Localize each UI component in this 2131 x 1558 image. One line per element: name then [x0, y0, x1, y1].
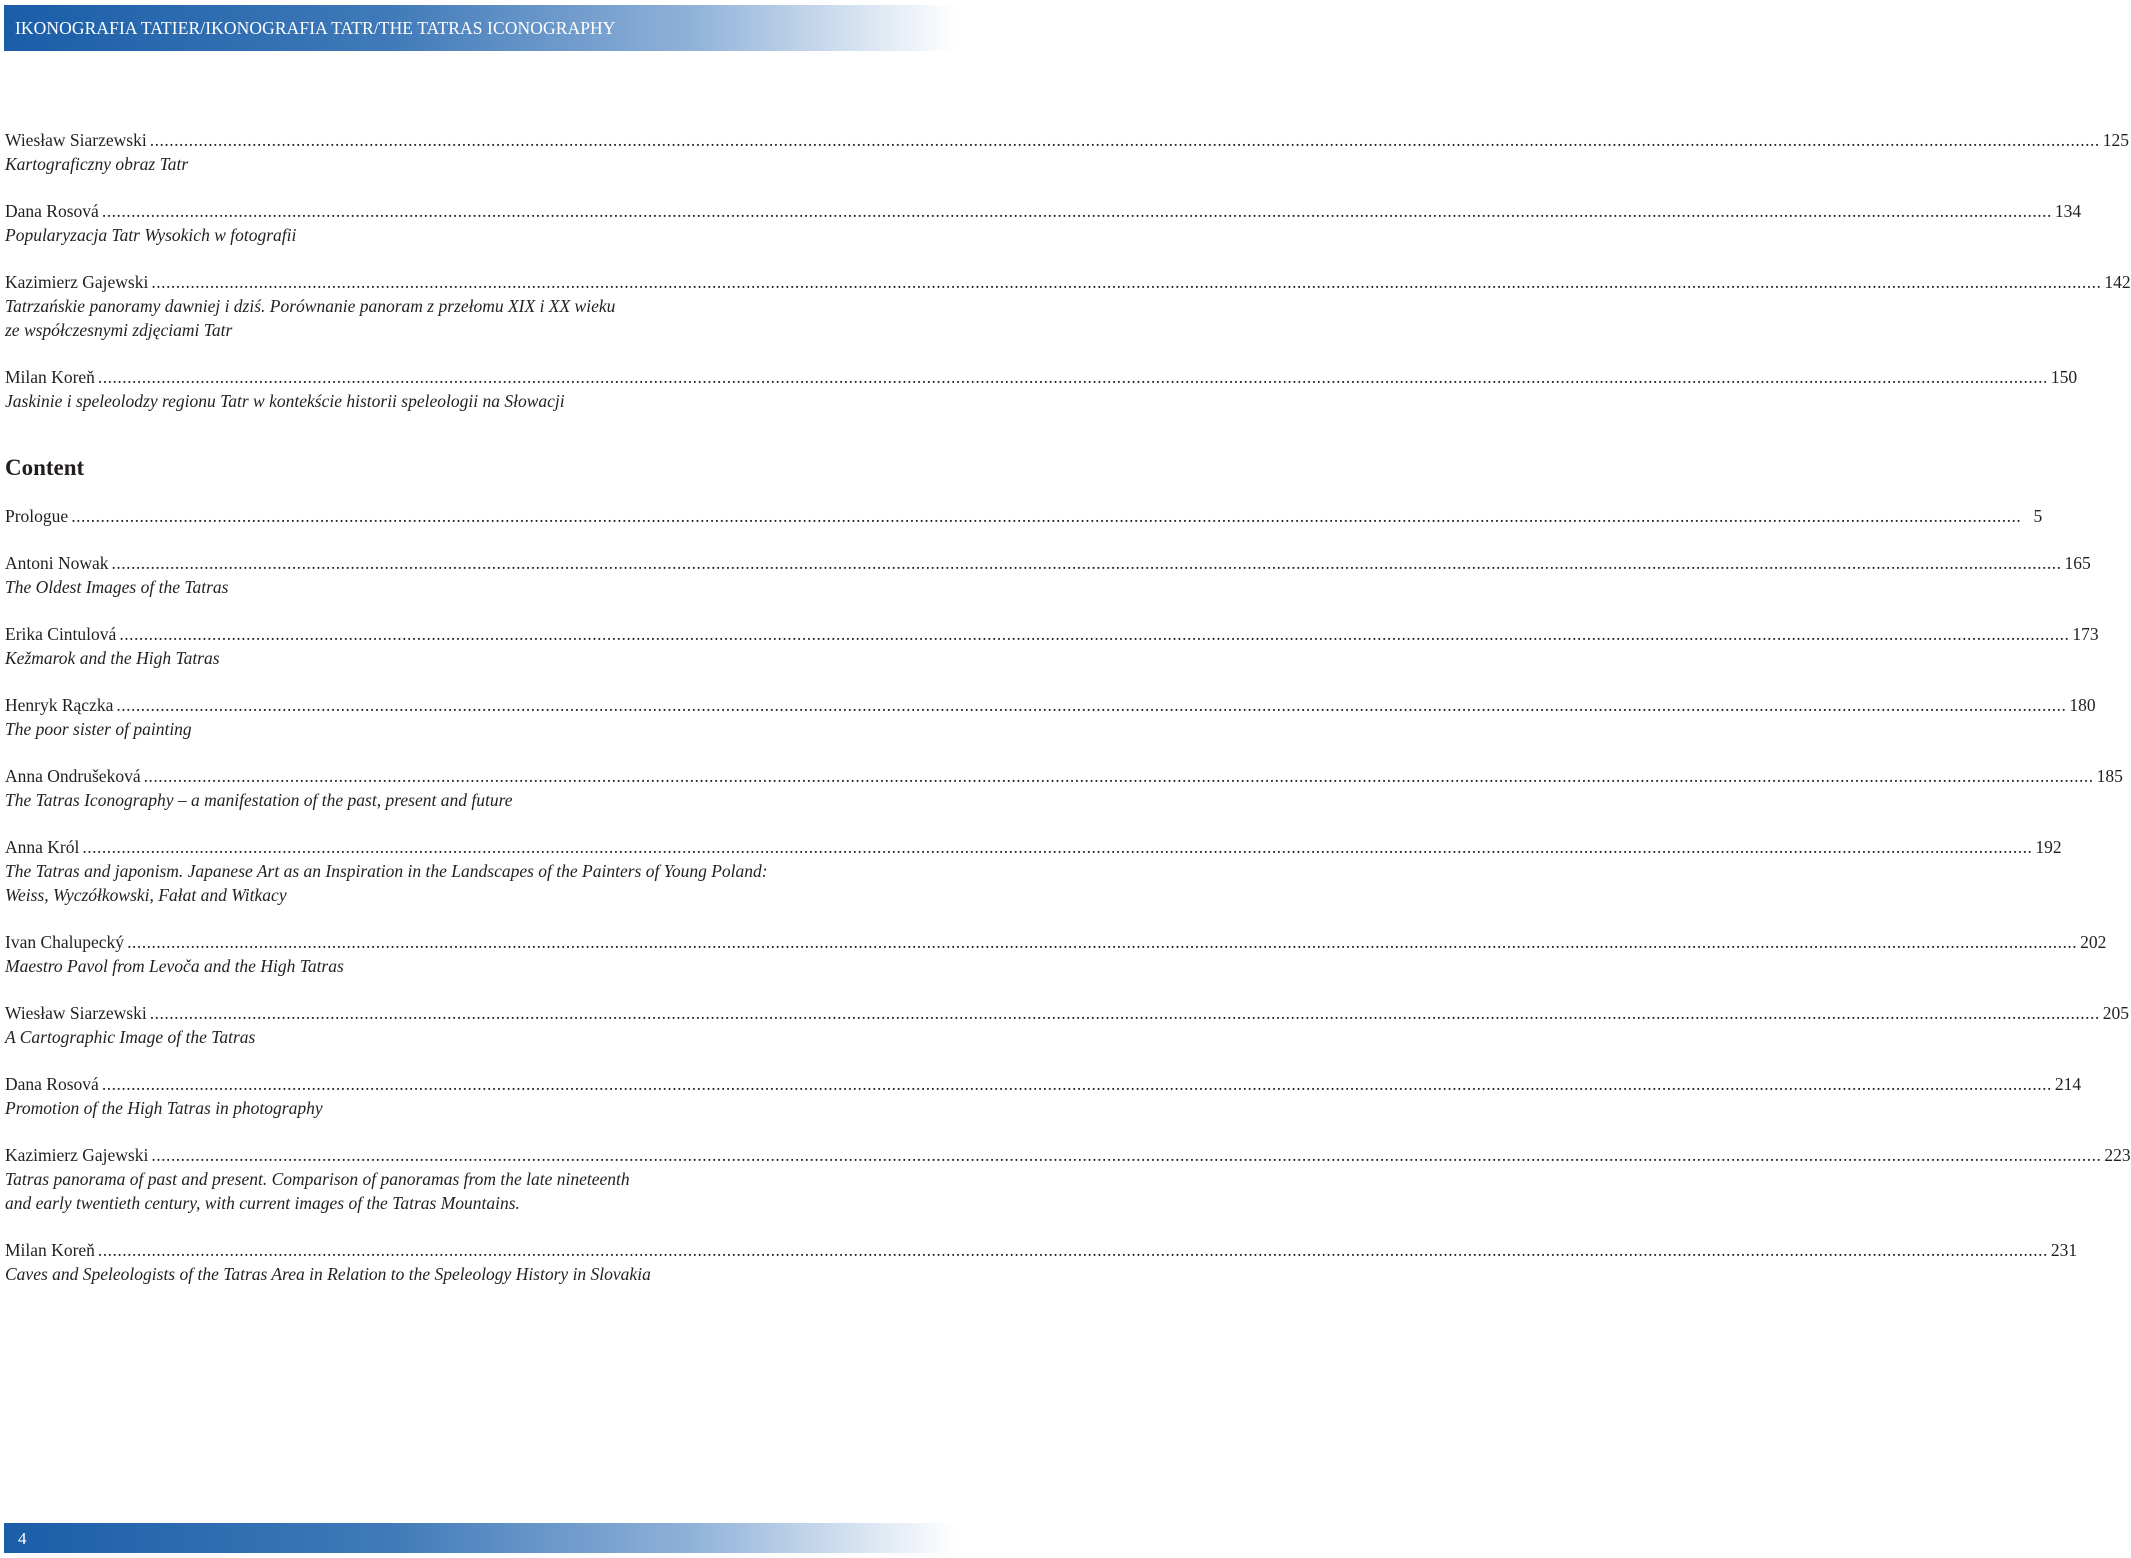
toc-page-number: 185	[2096, 766, 2123, 786]
toc-page-number: 142	[2104, 272, 2131, 292]
toc-author: Anna Król	[5, 837, 80, 857]
toc-entry	[5, 1238, 2078, 1286]
toc-leader-dots: ................................................................................................................................................................................................................................................................................................................................................................................................................	[116, 695, 2067, 715]
toc-page-number: 214	[2054, 1074, 2082, 1094]
toc-leader-dots: ................................................................................................................................................................................................................................................................................................................................................................................................................	[149, 130, 2100, 150]
toc-leader-dots: ................................................................................................................................................................................................................................................................................................................................................................................................................	[97, 1240, 2048, 1260]
toc-title: Tatras panorama of past and present. Comparison of panoramas from the late nineteenth	[5, 1169, 630, 1189]
toc-author: Wiesław Siarzewski	[5, 130, 147, 150]
toc-leader-dots: ................................................................................................................................................................................................................................................................................................................................................................................................................	[151, 272, 2102, 292]
toc-entry-header	[5, 930, 2107, 954]
toc-page-number: 192	[2035, 837, 2062, 857]
toc-entry	[5, 764, 2123, 812]
toc-page-number: 150	[2050, 367, 2078, 387]
toc-entry-header	[5, 551, 2091, 575]
toc-author: Milan Koreň	[5, 1240, 95, 1260]
toc-author: Milan Koreň	[5, 367, 95, 387]
toc-leader-dots: ................................................................................................................................................................................................................................................................................................................................................................................................................	[149, 1003, 2100, 1023]
toc-title: The Oldest Images of the Tatras	[5, 577, 229, 597]
toc-title: Maestro Pavol from Levoča and the High Tatras	[5, 956, 344, 976]
toc-entry	[5, 551, 2091, 599]
toc-entry-header	[5, 270, 2131, 294]
toc-title: and early twentieth century, with current images of the Tatras Mountains.	[5, 1193, 520, 1213]
toc-entry	[5, 622, 2099, 670]
toc-page-number: 125	[2102, 130, 2129, 150]
toc-title: A Cartographic Image of the Tatras	[5, 1027, 256, 1047]
toc-author: Henryk Rączka	[5, 695, 114, 715]
toc-entry	[5, 199, 2082, 247]
toc-page-number: 134	[2054, 201, 2082, 221]
toc-title: Kartograficzny obraz Tatr	[5, 154, 189, 174]
toc-author: Kazimierz Gajewski	[5, 1145, 149, 1165]
toc-leader-dots: ................................................................................................................................................................................................................................................................................................................................................................................................................	[97, 367, 2048, 387]
toc-leader-dots: ................................................................................................................................................................................................................................................................................................................................................................................................................	[151, 1145, 2102, 1165]
footer-bar	[4, 1523, 956, 1553]
toc-leader-dots: ................................................................................................................................................................................................................................................................................................................................................................................................................	[127, 932, 2078, 952]
toc-list-polish	[5, 128, 2131, 436]
toc-leader-dots: ................................................................................................................................................................................................................................................................................................................................................................................................................	[101, 1074, 2052, 1094]
toc-author: Antoni Nowak	[5, 553, 109, 573]
toc-title: The poor sister of painting	[5, 719, 192, 739]
toc-page-number: 205	[2102, 1003, 2129, 1023]
page-number: 4	[18, 1529, 27, 1548]
toc-entry-header	[5, 504, 2043, 528]
toc-leader-dots: ................................................................................................................................................................................................................................................................................................................................................................................................................	[111, 553, 2062, 573]
toc-author: Erika Cintulová	[5, 624, 117, 644]
toc-title: Popularyzacja Tatr Wysokich w fotografii	[5, 225, 297, 245]
toc-title: Tatrzańskie panoramy dawniej i dziś. Porównanie panoram z przełomu XIX i XX wieku	[5, 296, 616, 316]
toc-entry	[5, 365, 2078, 413]
toc-author: Ivan Chalupecký	[5, 932, 125, 952]
toc-entry-header	[5, 1001, 2129, 1025]
toc-author: Kazimierz Gajewski	[5, 272, 149, 292]
toc-title: Promotion of the High Tatras in photography	[5, 1098, 323, 1118]
toc-title: ze współczesnymi zdjęciami Tatr	[5, 320, 233, 340]
toc-leader-dots: ................................................................................................................................................................................................................................................................................................................................................................................................................	[119, 624, 2070, 644]
content-heading: Content	[5, 455, 85, 480]
toc-title: Jaskinie i speleolodzy regionu Tatr w kontekście historii speleologii na Słowacji	[5, 391, 565, 411]
toc-page-number: 165	[2064, 553, 2091, 573]
toc-entry-header	[5, 1143, 2131, 1167]
header-bar	[4, 5, 956, 51]
toc-entry	[5, 835, 2062, 907]
running-header-title: IKONOGRAFIA TATIER/IKONOGRAFIA TATR/THE TATRAS ICONOGRAPHY	[15, 18, 616, 38]
toc-entry-header	[5, 693, 2096, 717]
toc-page-number: 5	[2033, 506, 2043, 526]
toc-leader-dots: ................................................................................................................................................................................................................................................................................................................................................................................................................	[71, 506, 2022, 526]
toc-entry-header	[5, 1072, 2082, 1096]
toc-list-english	[5, 504, 2131, 1309]
toc-entry	[5, 1072, 2082, 1120]
toc-entry	[5, 1143, 2131, 1215]
toc-author: Anna Ondrušeková	[5, 766, 141, 786]
toc-author: Wiesław Siarzewski	[5, 1003, 147, 1023]
toc-leader-dots: ................................................................................................................................................................................................................................................................................................................................................................................................................	[143, 766, 2094, 786]
toc-entry-header	[5, 622, 2099, 646]
toc-title: Caves and Speleologists of the Tatras Area in Relation to the Speleology History in Slovakia	[5, 1264, 651, 1284]
toc-leader-dots: ................................................................................................................................................................................................................................................................................................................................................................................................................	[82, 837, 2033, 857]
toc-title: Kežmarok and the High Tatras	[5, 648, 220, 668]
toc-entry-header	[5, 199, 2082, 223]
toc-entry	[5, 693, 2096, 741]
toc-page-number: 202	[2080, 932, 2107, 952]
toc-title: The Tatras and japonism. Japanese Art as an Inspiration in the Landscapes of the Painters of Young Poland:	[5, 861, 768, 881]
toc-entry	[5, 1001, 2129, 1049]
toc-page-number: 180	[2069, 695, 2096, 715]
toc-page-number: 231	[2050, 1240, 2078, 1260]
toc-leader-dots: ................................................................................................................................................................................................................................................................................................................................................................................................................	[101, 201, 2052, 221]
toc-title: The Tatras Iconography – a manifestation of the past, present and future	[5, 790, 513, 810]
toc-author: Prologue	[5, 506, 69, 526]
toc-entry	[5, 504, 2043, 528]
toc-entry-header	[5, 1238, 2078, 1262]
toc-entry-header	[5, 128, 2129, 152]
toc-page-number: 223	[2104, 1145, 2131, 1165]
toc-page-number: 173	[2072, 624, 2099, 644]
toc-entry-header	[5, 764, 2123, 788]
toc-entry	[5, 930, 2107, 978]
toc-title: Weiss, Wyczółkowski, Fałat and Witkacy	[5, 885, 287, 905]
toc-entry-header	[5, 365, 2078, 389]
toc-entry	[5, 128, 2129, 176]
toc-entry-header	[5, 835, 2062, 859]
toc-author: Dana Rosová	[5, 1074, 99, 1094]
toc-entry	[5, 270, 2131, 342]
toc-author: Dana Rosová	[5, 201, 99, 221]
